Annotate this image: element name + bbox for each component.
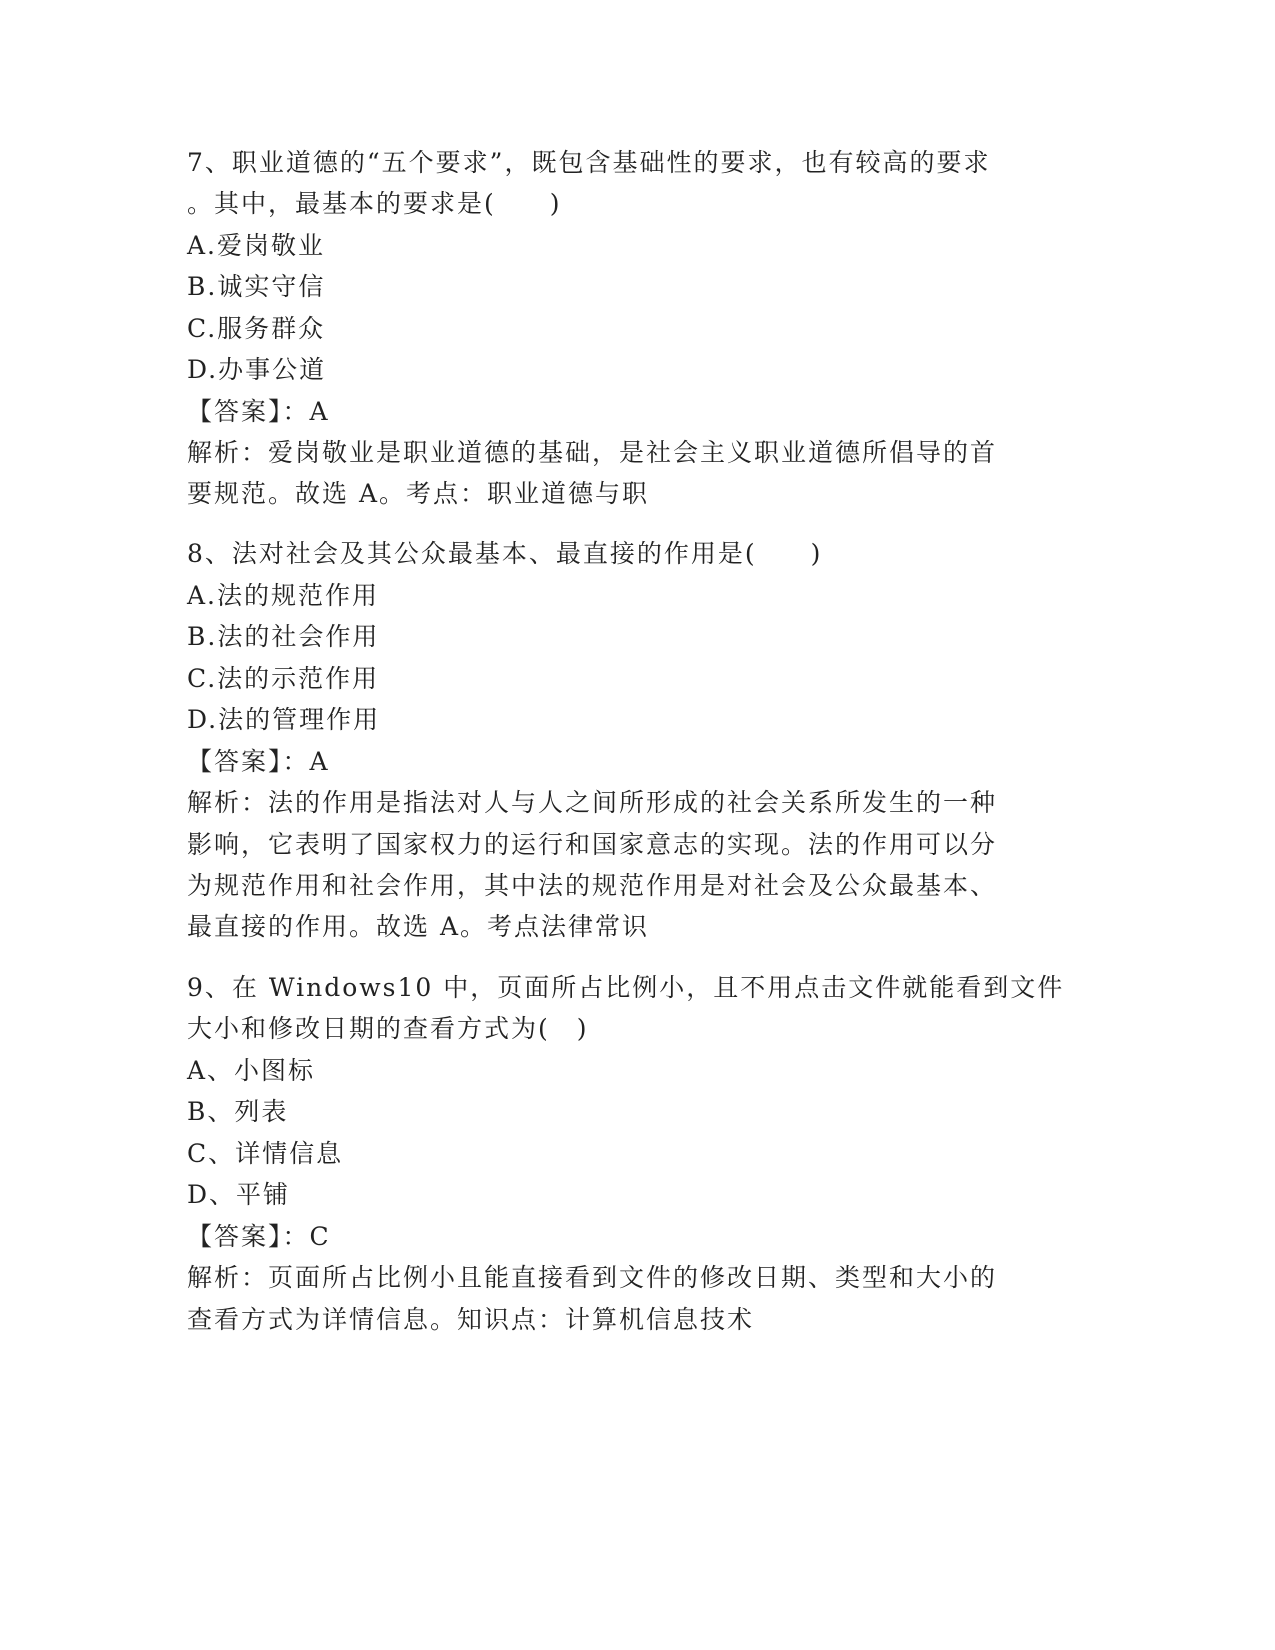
question-9-analysis-line-1: 解析：页面所占比例小且能直接看到文件的修改日期、类型和大小的	[187, 1263, 998, 1292]
question-8-stem-line-1: 8、法对社会及其公众最基本、最直接的作用是( )	[187, 539, 823, 568]
question-9-option-b: B、列表	[187, 1097, 289, 1126]
question-7-option-b: B.诚实守信	[187, 272, 326, 301]
question-7-option-d: D.办事公道	[187, 355, 327, 384]
question-9-option-c: C、详情信息	[187, 1139, 344, 1168]
question-8-analysis-line-4: 最直接的作用。故选 A。考点法律常识	[187, 912, 650, 941]
question-7-option-c: C.服务群众	[187, 314, 326, 343]
question-8-option-a: A.法的规范作用	[187, 581, 380, 610]
question-9-option-a: A、小图标	[187, 1056, 316, 1085]
question-7-stem-line-1: 7、职业道德的“五个要求”，既包含基础性的要求，也有较高的要求	[187, 148, 991, 177]
question-7-stem-line-2: 。其中，最基本的要求是( )	[187, 189, 562, 218]
question-8-analysis-line-1: 解析：法的作用是指法对人与人之间所形成的社会关系所发生的一种	[187, 788, 998, 817]
question-9-stem-line-1: 9、在 Windows10 中，页面所占比例小，且不用点击文件就能看到文件	[187, 973, 1065, 1002]
question-8-option-b: B.法的社会作用	[187, 622, 380, 651]
question-7-analysis-line-2: 要规范。故选 A。考点：职业道德与职	[187, 479, 650, 508]
question-9-answer: 【答案】：C	[187, 1222, 331, 1251]
question-9-option-d: D、平铺	[187, 1180, 291, 1209]
question-8-option-d: D.法的管理作用	[187, 705, 381, 734]
question-8-answer: 【答案】：A	[187, 747, 330, 776]
question-7-analysis-line-1: 解析：爱岗敬业是职业道德的基础，是社会主义职业道德所倡导的首	[187, 438, 998, 467]
question-8-analysis-line-2: 影响，它表明了国家权力的运行和国家意志的实现。法的作用可以分	[187, 830, 998, 859]
question-7-answer: 【答案】：A	[187, 397, 330, 426]
question-8-analysis-line-3: 为规范作用和社会作用，其中法的规范作用是对社会及公众最基本、	[187, 871, 998, 900]
question-7-option-a: A.爱岗敬业	[187, 231, 326, 260]
question-9-stem-line-2: 大小和修改日期的查看方式为( )	[187, 1014, 589, 1043]
question-8-option-c: C.法的示范作用	[187, 664, 380, 693]
question-9-analysis-line-2: 查看方式为详情信息。知识点：计算机信息技术	[187, 1305, 755, 1334]
